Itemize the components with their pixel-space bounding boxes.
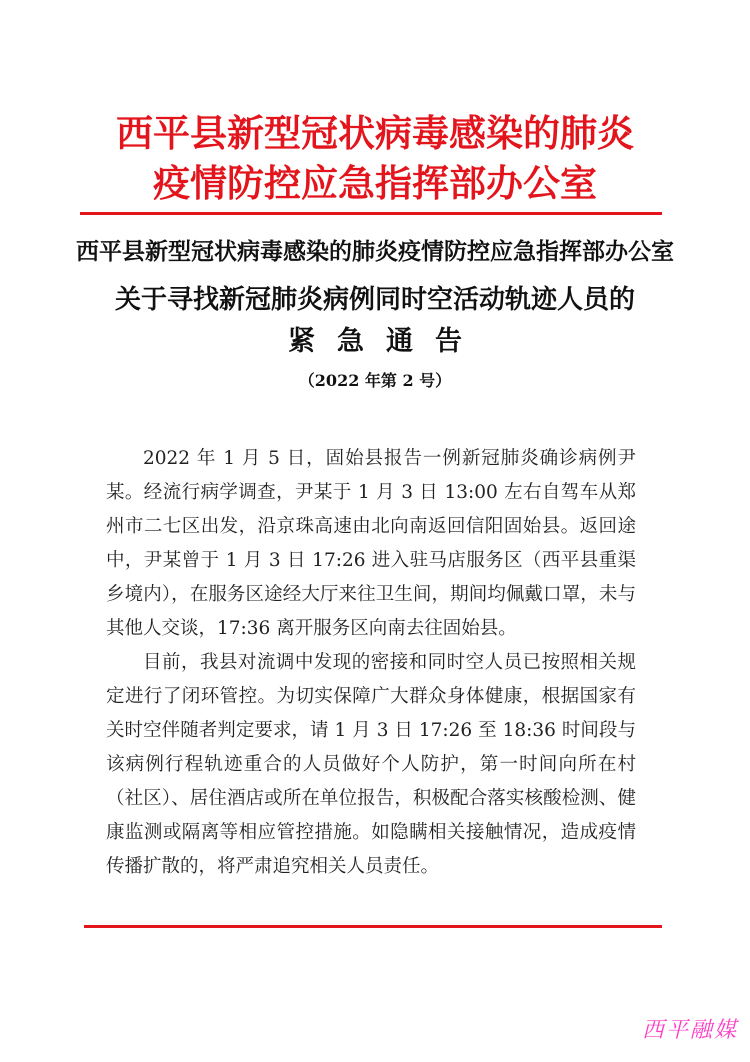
notice-title-line-1: 西平县新型冠状病毒感染的肺炎疫情防控应急指挥部办公室	[76, 238, 674, 265]
body-paragraph-1: 2022 年 1 月 5 日，固始县报告一例新冠肺炎确诊病例尹某。经流行病学调查，尹某于 1 月 3 日 13:00 左右自驾车从郑州市二七区出发，沿京珠高速由北向南返回信阳固始县。返回途中，尹某曾于 1 月 3 日 17:26 进入驻马店服务区（西平县重渠乡境内），在服务区途经大厅来往卫生间，期间均佩戴口罩，未与其他人交谈，17:36 离开服务区向南去往固始县。	[106, 448, 636, 639]
notice-title-line-2: 关于寻找新冠肺炎病例同时空活动轨迹人员的	[114, 285, 635, 315]
notice-title-line-3: 紧急通告	[288, 326, 484, 357]
media-watermark: 西平融媒	[641, 1018, 738, 1043]
header-line-1: 西平县新型冠状病毒感染的肺炎	[116, 111, 634, 155]
document-header	[0, 108, 750, 208]
footer-divider	[84, 925, 662, 928]
header-divider	[80, 212, 662, 215]
notice-body	[106, 442, 636, 884]
header-line-2: 疫情防控应急指挥部办公室	[153, 161, 597, 205]
notice-number: （2022 年第 2 号）	[298, 371, 452, 390]
body-paragraph-2: 目前，我县对流调中发现的密接和同时空人员已按照相关规定进行了闭环管控。为切实保障广大群众身体健康，根据国家有关时空伴随者判定要求，请 1 月 3 日 17:26 至 18:36 时间段与该病例行程轨迹重合的人员做好个人防护，第一时间向所在村（社区）、居住酒店或所在单位报告，积极配合落实核酸检测、健康监测或隔离等相应管控措施。如隐瞒相关接触情况，造成疫情传播扩散的，将严肃追究相关人员责任。	[106, 652, 636, 877]
